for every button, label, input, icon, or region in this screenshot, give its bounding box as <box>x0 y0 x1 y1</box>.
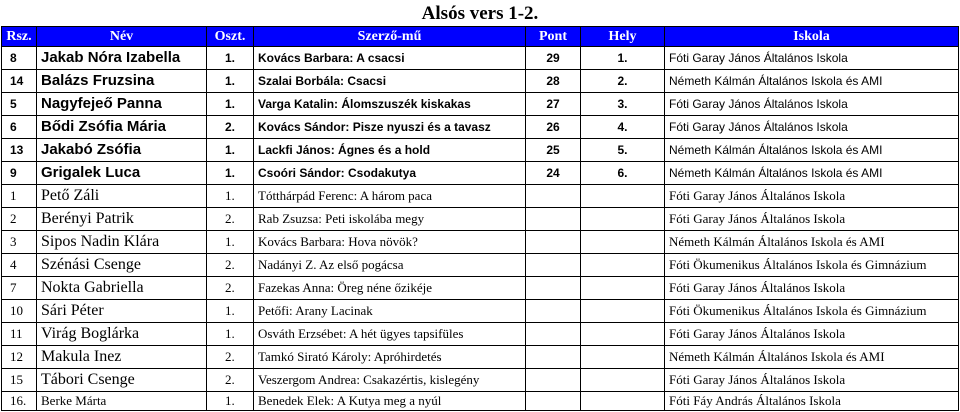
cell-rsz: 7 <box>2 277 37 300</box>
cell-mu: Lackfi János: Ágnes és a hold <box>254 139 526 162</box>
cell-nev: Nagyfejeő Panna <box>37 93 207 116</box>
table-row <box>2 93 959 116</box>
cell-rsz: 15 <box>2 369 37 392</box>
cell-oszt: 2. <box>207 254 254 277</box>
cell-nev: Berényi Patrik <box>37 208 207 231</box>
cell-hely <box>581 369 665 392</box>
cell-nev: Sipos Nadin Klára <box>37 231 207 254</box>
cell-pont <box>526 185 581 208</box>
cell-nev: Virág Boglárka <box>37 323 207 346</box>
cell-hely <box>581 208 665 231</box>
table-row <box>2 162 959 185</box>
cell-iskola: Fóti Garay János Általános Iskola <box>665 185 959 208</box>
cell-oszt: 1. <box>207 392 254 411</box>
cell-iskola: Németh Kálmán Általános Iskola és AMI <box>665 231 959 254</box>
cell-mu: Kovács Barbara: A csacsi <box>254 47 526 70</box>
header-szerzo-mu: Szerző-mű <box>254 27 526 47</box>
cell-nev: Jakabó Zsófia <box>37 139 207 162</box>
cell-hely: 4. <box>581 116 665 139</box>
cell-hely <box>581 300 665 323</box>
cell-iskola: Fóti Garay János Általános Iskola <box>665 116 959 139</box>
cell-hely: 2. <box>581 70 665 93</box>
cell-pont: 24 <box>526 162 581 185</box>
cell-oszt: 1. <box>207 300 254 323</box>
table-row <box>2 47 959 70</box>
cell-nev: Grigalek Luca <box>37 162 207 185</box>
cell-nev: Tábori Csenge <box>37 369 207 392</box>
cell-oszt: 1. <box>207 323 254 346</box>
cell-oszt: 2. <box>207 208 254 231</box>
cell-hely: 1. <box>581 47 665 70</box>
cell-rsz: 14 <box>2 70 37 93</box>
cell-nev: Pető Záli <box>37 185 207 208</box>
cell-iskola: Németh Kálmán Általános Iskola és AMI <box>665 70 959 93</box>
cell-rsz: 8 <box>2 47 37 70</box>
cell-iskola: Fóti Garay János Általános Iskola <box>665 323 959 346</box>
table-row <box>2 323 959 346</box>
cell-hely: 5. <box>581 139 665 162</box>
cell-pont: 28 <box>526 70 581 93</box>
cell-mu: Csoóri Sándor: Csodakutya <box>254 162 526 185</box>
table-row <box>2 392 959 411</box>
cell-iskola: Fóti Garay János Általános Iskola <box>665 208 959 231</box>
cell-pont: 27 <box>526 93 581 116</box>
header-rsz: Rsz. <box>2 27 37 47</box>
cell-oszt: 1. <box>207 47 254 70</box>
table-row <box>2 208 959 231</box>
cell-rsz: 3 <box>2 231 37 254</box>
cell-oszt: 1. <box>207 162 254 185</box>
cell-iskola: Fóti Fáy András Általános Iskola <box>665 392 959 411</box>
cell-mu: Varga Katalin: Álomszuszék kiskakas <box>254 93 526 116</box>
cell-rsz: 5 <box>2 93 37 116</box>
table-row <box>2 185 959 208</box>
cell-iskola: Németh Kálmán Általános Iskola és AMI <box>665 346 959 369</box>
cell-oszt: 2. <box>207 369 254 392</box>
header-pont: Pont <box>526 27 581 47</box>
cell-rsz: 16. <box>2 392 37 411</box>
cell-mu: Petőfi: Arany Lacinak <box>254 300 526 323</box>
cell-pont <box>526 346 581 369</box>
cell-iskola: Fóti Garay János Általános Iskola <box>665 277 959 300</box>
cell-pont <box>526 231 581 254</box>
cell-pont: 25 <box>526 139 581 162</box>
cell-iskola: Fóti Garay János Általános Iskola <box>665 369 959 392</box>
cell-pont <box>526 392 581 411</box>
cell-mu: Kovács Barbara: Hova növök? <box>254 231 526 254</box>
cell-iskola: Fóti Ökumenikus Általános Iskola és Gimnázium <box>665 300 959 323</box>
cell-iskola: Fóti Ökumenikus Általános Iskola és Gimnázium <box>665 254 959 277</box>
cell-pont <box>526 300 581 323</box>
cell-mu: Nadányi Z. Az első pogácsa <box>254 254 526 277</box>
cell-rsz: 2 <box>2 208 37 231</box>
table-row <box>2 231 959 254</box>
cell-pont: 26 <box>526 116 581 139</box>
cell-nev: Sári Péter <box>37 300 207 323</box>
cell-oszt: 2. <box>207 346 254 369</box>
cell-oszt: 1. <box>207 231 254 254</box>
cell-rsz: 1 <box>2 185 37 208</box>
cell-rsz: 13 <box>2 139 37 162</box>
cell-mu: Tamkó Sirató Károly: Apróhirdetés <box>254 346 526 369</box>
header-nev: Név <box>37 27 207 47</box>
cell-oszt: 2. <box>207 116 254 139</box>
table-row <box>2 116 959 139</box>
cell-pont <box>526 323 581 346</box>
cell-hely <box>581 254 665 277</box>
cell-hely <box>581 392 665 411</box>
cell-oszt: 1. <box>207 139 254 162</box>
cell-rsz: 10 <box>2 300 37 323</box>
cell-pont <box>526 277 581 300</box>
cell-mu: Veszergom Andrea: Csakazértis, kislegény <box>254 369 526 392</box>
cell-rsz: 12 <box>2 346 37 369</box>
cell-mu: Rab Zsuzsa: Peti iskolába megy <box>254 208 526 231</box>
cell-nev: Nokta Gabriella <box>37 277 207 300</box>
page-title: Alsós vers 1-2. <box>421 3 539 24</box>
results-table <box>1 26 959 411</box>
cell-hely <box>581 277 665 300</box>
cell-iskola: Németh Kálmán Általános Iskola és AMI <box>665 162 959 185</box>
cell-nev: Bődi Zsófia Mária <box>37 116 207 139</box>
cell-nev: Jakab Nóra Izabella <box>37 47 207 70</box>
cell-hely <box>581 231 665 254</box>
cell-mu: Tótthárpád Ferenc: A három paca <box>254 185 526 208</box>
cell-hely <box>581 323 665 346</box>
table-row <box>2 277 959 300</box>
cell-oszt: 2. <box>207 277 254 300</box>
cell-nev: Balázs Fruzsina <box>37 70 207 93</box>
cell-hely <box>581 185 665 208</box>
cell-iskola: Fóti Garay János Általános Iskola <box>665 47 959 70</box>
cell-pont <box>526 208 581 231</box>
cell-pont <box>526 369 581 392</box>
cell-rsz: 9 <box>2 162 37 185</box>
header-iskola: Iskola <box>665 27 959 47</box>
cell-mu: Fazekas Anna: Öreg néne őzikéje <box>254 277 526 300</box>
cell-mu: Szalai Borbála: Csacsi <box>254 70 526 93</box>
table-row <box>2 346 959 369</box>
cell-nev: Berke Márta <box>37 392 207 411</box>
cell-rsz: 6 <box>2 116 37 139</box>
cell-rsz: 11 <box>2 323 37 346</box>
cell-rsz: 4 <box>2 254 37 277</box>
cell-oszt: 1. <box>207 70 254 93</box>
cell-hely: 6. <box>581 162 665 185</box>
cell-nev: Makula Inez <box>37 346 207 369</box>
table-row <box>2 70 959 93</box>
cell-mu: Osváth Erzsébet: A hét ügyes tapsifüles <box>254 323 526 346</box>
cell-hely <box>581 346 665 369</box>
cell-hely: 3. <box>581 93 665 116</box>
table-row <box>2 139 959 162</box>
cell-oszt: 1. <box>207 185 254 208</box>
cell-iskola: Németh Kálmán Általános Iskola és AMI <box>665 139 959 162</box>
cell-iskola: Fóti Garay János Általános Iskola <box>665 93 959 116</box>
cell-pont <box>526 254 581 277</box>
table-row <box>2 369 959 392</box>
table-row <box>2 300 959 323</box>
cell-pont: 29 <box>526 47 581 70</box>
cell-nev: Szénási Csenge <box>37 254 207 277</box>
cell-oszt: 1. <box>207 93 254 116</box>
header-row <box>2 27 959 47</box>
table-row <box>2 254 959 277</box>
header-hely: Hely <box>581 27 665 47</box>
header-oszt: Oszt. <box>207 27 254 47</box>
cell-mu: Benedek Elek: A Kutya meg a nyúl <box>254 392 526 411</box>
cell-mu: Kovács Sándor: Pisze nyuszi és a tavasz <box>254 116 526 139</box>
